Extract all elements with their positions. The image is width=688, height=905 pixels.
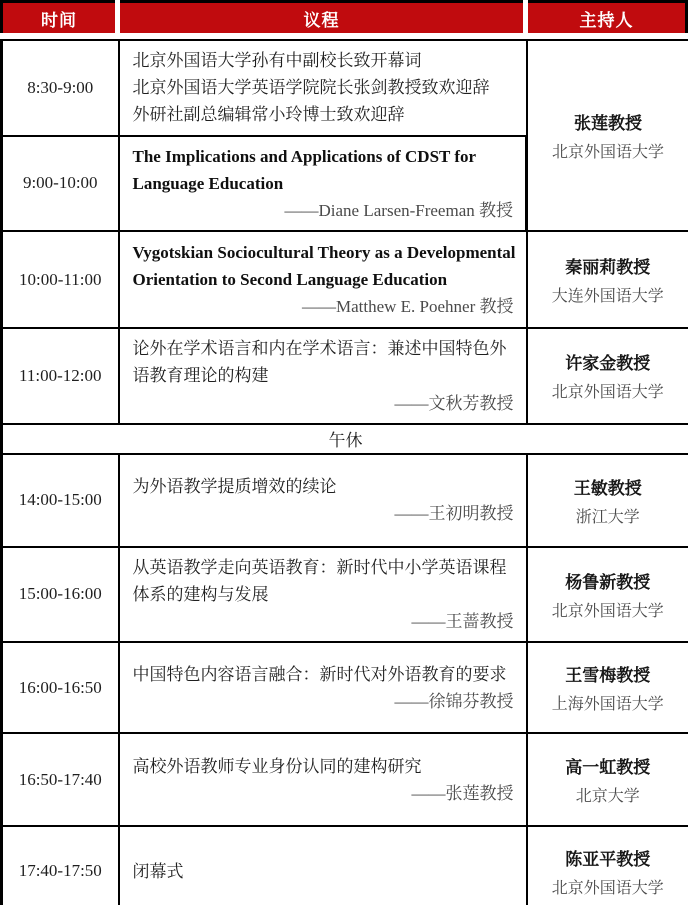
session-title: 为外语教学提质增效的续论 xyxy=(132,477,337,496)
host-cell xyxy=(527,547,688,643)
header-time-label: 时间 xyxy=(41,10,77,30)
session-speaker: ——王蔷教授 xyxy=(411,612,514,632)
table-header-row xyxy=(0,0,688,33)
session-title: 高校外语教师专业身份认同的建构研究 xyxy=(132,756,422,776)
header-cell-host xyxy=(528,0,688,33)
agenda-line: 北京外国语大学英语学院院长张剑教授致欢迎辞 xyxy=(132,78,490,98)
session-speaker: ——徐锦芬教授 xyxy=(394,691,514,711)
session-title: 闭幕式 xyxy=(132,861,184,881)
session-speaker: ——王初明教授 xyxy=(394,504,514,524)
time-cell: 16:00-16:50 xyxy=(2,642,119,733)
host-cell xyxy=(527,826,688,905)
table-row-lunch-break xyxy=(2,424,688,454)
time-cell: 14:00-15:00 xyxy=(2,454,119,547)
session-speaker: ——张莲教授 xyxy=(411,783,514,803)
session-title: 论外在学术语言和内在学术语言：兼述中国特色外语教育理论的构建 xyxy=(132,339,507,386)
time-cell: 11:00-12:00 xyxy=(2,328,119,424)
time-cell: 16:50-17:40 xyxy=(2,733,119,826)
host-name: 杨鲁新教授 xyxy=(565,572,651,592)
table-row-closing xyxy=(2,826,688,905)
header-cell-agenda xyxy=(120,0,523,33)
table-row-opening xyxy=(2,40,688,136)
header-agenda-label: 议程 xyxy=(303,10,340,30)
host-org: 大连外国语大学 xyxy=(551,288,664,306)
time-cell: 15:00-16:00 xyxy=(2,547,119,643)
host-org: 北京外国语大学 xyxy=(551,384,664,402)
agenda-line: 外研社副总编辑常小玲博士致欢迎辞 xyxy=(132,105,405,125)
host-name: 高一虹教授 xyxy=(565,758,651,778)
host-name: 秦丽莉教授 xyxy=(565,258,651,278)
host-org: 北京外国语大学 xyxy=(551,144,664,162)
time-cell: 8:30-9:00 xyxy=(2,40,119,136)
host-org: 北京外国语大学 xyxy=(551,879,664,897)
agenda-cell xyxy=(119,40,527,136)
session-speaker: ——文秋芳教授 xyxy=(394,393,514,413)
session-speaker: ——Matthew E. Poehner 教授 xyxy=(301,297,514,317)
agenda-cell xyxy=(119,454,527,547)
lunch-break-cell: 午休 xyxy=(2,424,688,454)
agenda-cell xyxy=(119,231,527,328)
session-speaker: ——Diane Larsen-Freeman 教授 xyxy=(284,200,513,220)
agenda-cell xyxy=(119,642,527,733)
agenda-cell xyxy=(119,826,527,905)
agenda-cell xyxy=(119,328,527,424)
host-name: 陈亚平教授 xyxy=(565,849,651,869)
host-org: 上海外国语大学 xyxy=(551,696,664,714)
time-cell: 9:00-10:00 xyxy=(2,136,119,232)
session-title: 中国特色内容语言融合：新时代对外语教育的要求 xyxy=(132,664,507,684)
host-org: 北京外国语大学 xyxy=(551,602,664,620)
table-row-keynote-6 xyxy=(2,642,688,733)
session-title: The Implications and Applications of CDST for Language Education xyxy=(132,146,476,193)
host-cell xyxy=(527,231,688,328)
table-row-keynote-2 xyxy=(2,231,688,328)
time-cell: 17:40-17:50 xyxy=(2,826,119,905)
time-cell: 10:00-11:00 xyxy=(2,231,119,328)
host-cell xyxy=(527,454,688,547)
session-title: Vygotskian Sociocultural Theory as a Developmental Orientation to Second Language Education xyxy=(132,242,516,290)
agenda-cell xyxy=(119,136,527,232)
host-name: 许家金教授 xyxy=(565,354,651,374)
table-row-keynote-5 xyxy=(2,547,688,643)
host-org: 北京大学 xyxy=(575,788,640,806)
host-name: 王敏教授 xyxy=(573,478,642,498)
host-name: 王雪梅教授 xyxy=(565,666,651,686)
table-row-keynote-3 xyxy=(2,328,688,424)
agenda-line: 北京外国语大学孙有中副校长致开幕词 xyxy=(132,51,422,70)
host-cell xyxy=(527,328,688,424)
host-org: 浙江大学 xyxy=(575,508,640,526)
header-host-label: 主持人 xyxy=(579,10,634,30)
agenda-cell xyxy=(119,733,527,826)
header-cell-time xyxy=(0,0,115,33)
host-cell xyxy=(527,733,688,826)
table-row-keynote-4 xyxy=(2,454,688,547)
session-title: 从英语教学走向英语教育：新时代中小学英语课程体系的建构与发展 xyxy=(132,557,507,604)
schedule-table xyxy=(0,39,688,905)
table-row-keynote-7 xyxy=(2,733,688,826)
agenda-cell xyxy=(119,547,527,643)
host-cell xyxy=(527,40,688,231)
host-name: 张莲教授 xyxy=(574,114,642,134)
host-cell xyxy=(527,642,688,733)
